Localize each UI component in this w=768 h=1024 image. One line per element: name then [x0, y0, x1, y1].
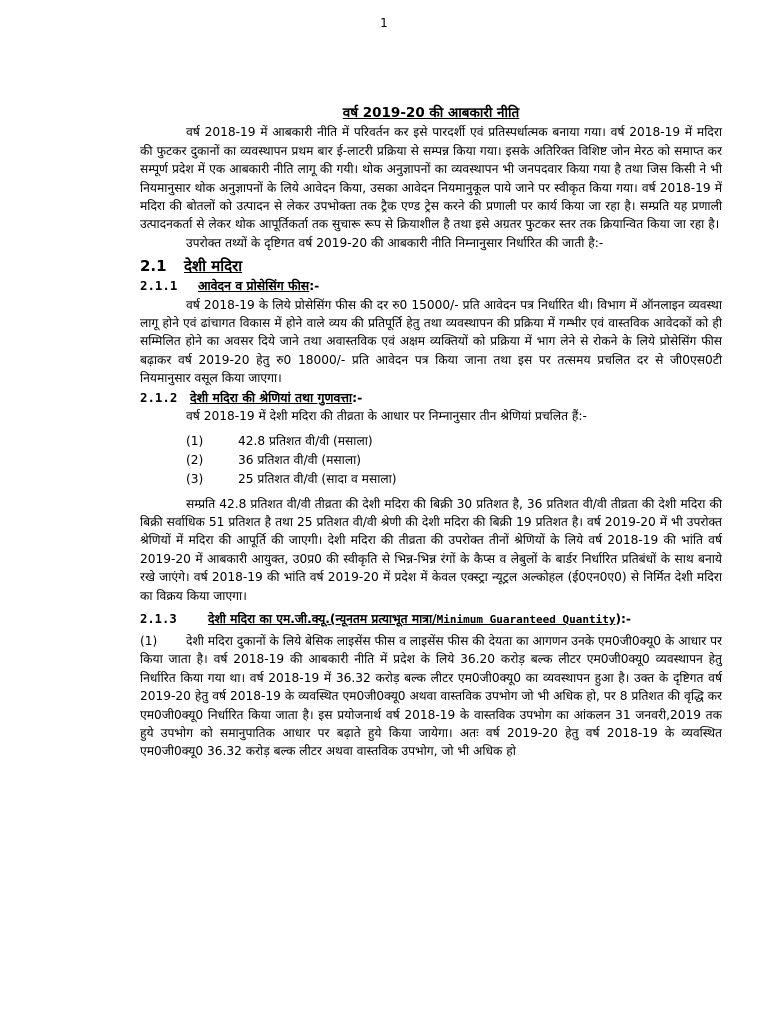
section-number: 2.1.2	[140, 389, 178, 405]
list-item	[140, 432, 722, 451]
section-2-1-1-text: वर्ष 2018-19 के लिये प्रोसेसिंग फीस की दर रु0 15000/- प्रति आवेदन पत्र निर्धारित थी। विभाग में ऑनलाइन व्यवस्था लागू होने एवं ढांचागत विकास में होने वाले व्यय की प्रतिपूर्ति हेतु तथा व्यवस्थापन की प्रक्रिया में गम्भीर एवं वास्तविक आवेदकों को ही सम्मिलित होने का अवसर दिये जाने तथा अवास्तविक एवं अक्षम व्यक्तियों को प्रक्रिया में भाग लेने से रोकने के लिये प्रोसेसिंग फीस बढ़ाकर वर्ष 2019-20 हेतु रु0 18000/- प्रति आवेदन पत्र किया जाना तथा इस पर तत्समय प्रचलित दर से जी0एस0टी नियमानुसार वसूल किया जाएगा।	[140, 297, 722, 386]
section-2-1-2-after-text: सम्प्रति 42.8 प्रतिशत वी/वी तीव्रता की देशी मदिरा की बिक्री 30 प्रतिशत है, 36 प्रतिशत वी/वी तीव्रता की देशी मदिरा की बिक्री सर्वाधिक 51 प्रतिशत है तथा 25 प्रतिशत वी/वी श्रेणी की देशी मदिरा की बिक्री 19 प्रतिशत है। वर्ष 2019-20 में भी उपरोक्त श्रेणियों में मदिरा की आपूर्ति की जाएगी। देशी मदिरा की तीव्रता की उपरोक्त तीनों श्रेणियों के लिये वर्ष 2018-19 की भांति वर्ष 2019-20 में आबकारी आयुक्त, उ0प्र0 की स्वीकृति से भिन्न-भिन्न रंगों के कैप्स व लेबुलों के बार्डर निर्धारित प्रतिबंधों के साथ बनाये रखे जाएंगे। वर्ष 2018-19 की भांति वर्ष 2019-20 में प्रदेश में केवल एक्स्ट्रा न्यूट्रल अल्कोहल (ई0एन0ए0) से निर्मित देशी मदिरा का विक्रय किया जाएगा।	[140, 496, 722, 603]
section-2-1-2-text: वर्ष 2018-19 में देशी मदिरा की तीव्रता के आधार पर निम्नानुसार तीन श्रेणियां प्रचलित हैं:-	[186, 409, 587, 424]
section-title-english: Minimum Guaranteed Quantity	[436, 612, 616, 626]
intro-paragraph-1: वर्ष 2018-19 में आबकारी नीति में परिवर्तन कर इसे पारदर्शी एवं प्रतिस्पर्धात्मक बनाया गया। वर्ष 2018-19 में मदिरा की फुटकर दुकानों का व्यवस्थापन प्रथम बार ई-लाटरी प्रक्रिया से सम्पन्न किया गया। इसके अतिरिक्त विशिष्ट जोन मेरठ को समाप्त कर सम्पूर्ण प्रदेश में एक आबकारी नीति लागू की गयी। थोक अनुज्ञापनों का व्यवस्थापन भी जनपदवार किया गया है तथा जिस किसी ने भी नियमानुसार थोक अनुज्ञापनों के लिये आवेदन किया, उसका आवेदन नियमानुकूल पाये जाने पर स्वीकृत किया गया। वर्ष 2018-19 में मदिरा की बोतलों को उत्पादन से लेकर उपभोक्ता तक ट्रैक एण्ड ट्रेस करने की प्रणाली पर कार्य किया जा रहा है। सम्प्रति यह प्रणाली उत्पादनकर्ता से लेकर थोक आपूर्तिकर्ता तक सुचारू रूप से क्रियाशील है तथा इसे अग्रतर फुटकर स्तर तक क्रियान्वित किया जा रहा है।	[140, 125, 722, 232]
list-item-text: 25 प्रतिशत वी/वी (सादा व मसाला)	[238, 471, 397, 486]
section-2-1-3-heading	[140, 611, 722, 628]
section-title: आवेदन व प्रोसेसिंग फीस	[198, 278, 310, 294]
section-number: 2.1.3	[140, 611, 177, 626]
list-item-text: 42.8 प्रतिशत वी/वी (मसाला)	[238, 433, 373, 448]
section-title: देशी मदिरा	[184, 257, 243, 276]
document-body	[140, 104, 722, 761]
list-item	[140, 470, 722, 489]
category-list	[140, 432, 722, 489]
list-item-number: (1)	[186, 433, 204, 448]
list-item-text: 36 प्रतिशत वी/वी (मसाला)	[238, 452, 361, 467]
section-suffix: :-	[352, 389, 363, 405]
section-2-1-1-heading	[140, 277, 722, 295]
list-item	[140, 451, 722, 470]
section-title: देशी मदिरा की श्रेणियां तथा गुणवत्ता	[190, 389, 353, 405]
section-title-hindi: देशी मदिरा का एम.जी.क्यू.(न्यूनतम प्रत्याभूत मात्रा/	[208, 611, 437, 626]
list-item-number: (2)	[186, 452, 204, 467]
section-suffix: ):-	[615, 611, 631, 626]
section-2-1-2-heading	[140, 389, 722, 407]
section-suffix: :-	[309, 278, 320, 294]
page-number: 1	[380, 16, 388, 30]
section-2-1-3-text	[140, 632, 722, 761]
intro-paragraph-2: उपरोक्त तथ्यों के दृष्टिगत वर्ष 2019-20 की आबकारी नीति निम्नानुसार निर्धारित की जाती है:-	[186, 235, 604, 250]
section-number: 2.1.1	[140, 278, 178, 294]
item-number: (1)	[140, 633, 158, 648]
document-title: वर्ष 2019-20 की आबकारी नीति	[342, 105, 520, 121]
section-number: 2.1	[140, 257, 167, 276]
item-text: देशी मदिरा दुकानों के लिये बेसिक लाइसेंस फीस व लाइसेंस फीस की देयता का आगणन उनके एम0जी0क्यू0 के आधार पर किया जाता है। वर्ष 2018-19 की आबकारी नीति में प्रदेश के लिये 36.20 करोड़ बल्क लीटर एम0जी0क्यू0 व्यवस्थापन हेतु निर्धारित किया गया था। वर्ष 2018-19 में 36.32 करोड़ बल्क लीटर एम0जी0क्यू0 का व्यवस्थापन हुआ है। उक्त के दृष्टिगत वर्ष 2019-20 हेतु वर्ष 2018-19 के व्यवस्थित एम0जी0क्यू0 अथवा वास्तविक उपभोग जो भी अधिक हो, पर 8 प्रतिशत की वृद्धि कर एम0जी0क्यू0 निर्धारित किया जाता है। इस प्रयोजनार्थ वर्ष 2018-19 के वास्तविक उपभोग का आंकलन 31 जनवरी,2019 तक हुये उपभोग को समानुपातिक आधार पर बढ़ाते हुये किया जायेगा। अतः वर्ष 2019-20 हेतु वर्ष 2018-19 के व्यवस्थित एम0जी0क्यू0 36.32 करोड़ बल्क लीटर अथवा वास्तविक उपभोग, जो भी अधिक हो	[140, 633, 722, 759]
section-2-1-heading	[140, 256, 722, 276]
list-item-number: (3)	[186, 471, 204, 486]
